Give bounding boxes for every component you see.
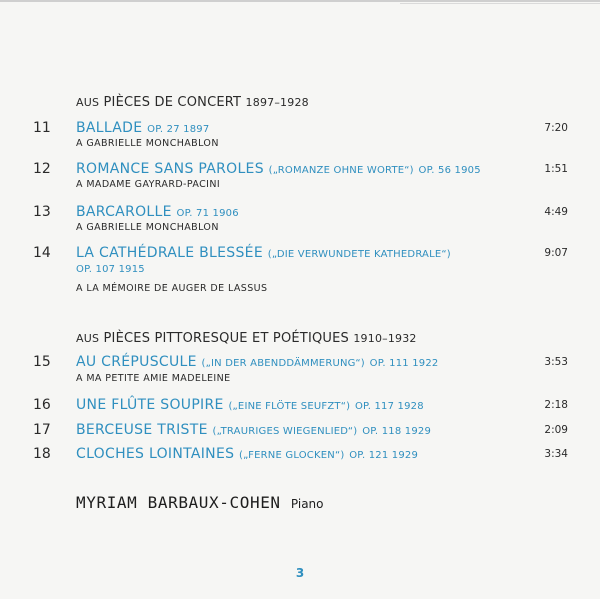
track-number: 14 xyxy=(33,245,51,261)
top-rule xyxy=(400,3,600,4)
track-title: LA CATHÉDRALE BLESSÉE („DIE VERWUNDETE KATHEDRALE“) xyxy=(76,245,451,261)
track-number: 11 xyxy=(33,120,51,136)
performer-instrument: Piano xyxy=(290,497,324,511)
performer-name: MYRIAM BARBAUX-COHEN xyxy=(76,493,281,512)
track-title: UNE FLÛTE SOUPIRE („EINE FLÖTE SEUFZT“) OP. 117 1928 xyxy=(76,397,424,413)
track-title: BERCEUSE TRISTE („TRAURIGES WIEGENLIED“) OP. 118 1929 xyxy=(76,422,432,438)
track-number: 17 xyxy=(33,422,51,438)
track-title: ROMANCE SANS PAROLES („ROMANZE OHNE WORTE“) OP. 56 1905 xyxy=(76,161,481,177)
track-opus: OP. 107 1915 xyxy=(76,264,145,275)
track-duration: 2:09 xyxy=(544,424,568,436)
track-duration: 2:18 xyxy=(544,399,568,411)
track-dedication: A LA MÉMOIRE DE AUGER DE LASSUS xyxy=(76,283,268,294)
track-dedication: A MA PETITE AMIE MADELEINE xyxy=(76,373,231,384)
track-duration: 4:49 xyxy=(544,206,568,218)
track-title: CLOCHES LOINTAINES („FERNE GLOCKEN“) OP. 121 1929 xyxy=(76,446,419,462)
track-duration: 9:07 xyxy=(544,247,568,259)
section-title-concert: AUS PIÈCES DE CONCERT 1897–1928 xyxy=(76,95,309,110)
performer-credit xyxy=(76,493,324,512)
track-duration: 1:51 xyxy=(544,163,568,175)
track-number: 13 xyxy=(33,204,51,220)
track-dedication: A MADAME GAYRARD-PACINI xyxy=(76,179,221,190)
track-number: 18 xyxy=(33,446,51,462)
track-number: 16 xyxy=(33,397,51,413)
track-title: BARCAROLLE OP. 71 1906 xyxy=(76,204,239,220)
track-dedication: A GABRIELLE MONCHABLON xyxy=(76,138,219,149)
track-duration: 7:20 xyxy=(544,122,568,134)
track-title: BALLADE OP. 27 1897 xyxy=(76,120,210,136)
page-number: 3 xyxy=(295,566,305,580)
track-duration: 3:53 xyxy=(544,356,568,368)
top-border xyxy=(0,0,600,2)
track-title: AU CRÉPUSCULE („IN DER ABENDDÄMMERUNG“) OP. 111 1922 xyxy=(76,354,439,370)
section-title-pittoresque: AUS PIÈCES PITTORESQUE ET POÉTIQUES 1910–1932 xyxy=(76,331,417,346)
track-dedication: A GABRIELLE MONCHABLON xyxy=(76,222,219,233)
track-number: 15 xyxy=(33,354,51,370)
track-number: 12 xyxy=(33,161,51,177)
track-duration: 3:34 xyxy=(544,448,568,460)
